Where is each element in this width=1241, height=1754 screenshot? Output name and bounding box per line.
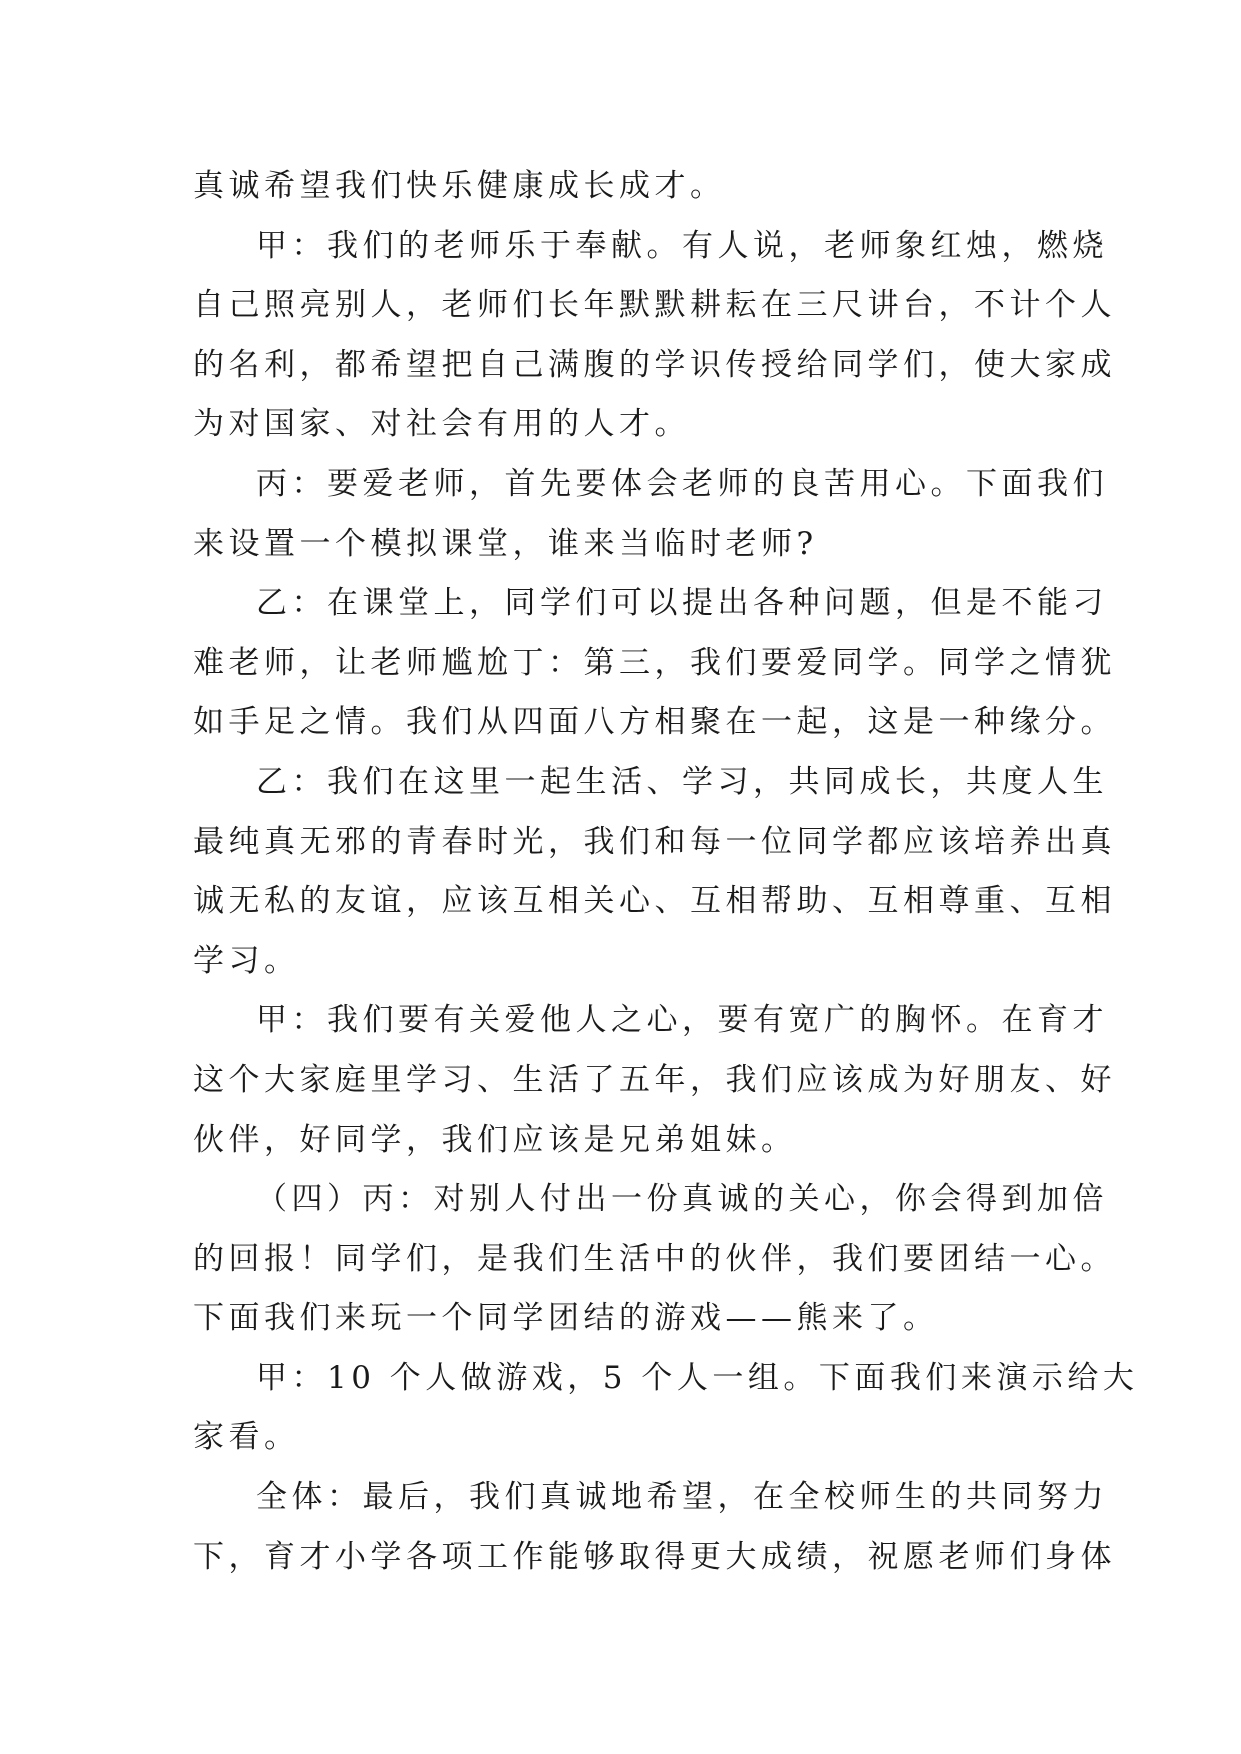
text-line: 全体：最后，我们真诚地希望，在全校师生的共同努力: [256, 1479, 1108, 1516]
text-line: 伙伴，好同学，我们应该是兄弟姐妹。: [193, 1121, 797, 1158]
text-line: 诚无私的友谊，应该互相关心、互相帮助、互相尊重、互相: [193, 883, 1116, 920]
text-line: 下面我们来玩一个同学团结的游戏——熊来了。: [193, 1300, 939, 1337]
text-line: 的回报！同学们，是我们生活中的伙伴，我们要团结一心。: [193, 1240, 1116, 1277]
text-line: （四）丙：对别人付出一份真诚的关心，你会得到加倍: [256, 1181, 1108, 1218]
text-line: 为对国家、对社会有用的人才。: [193, 406, 690, 443]
text-line: 甲：10 个人做游戏，5 个人一组。下面我们来演示给大: [256, 1359, 1139, 1396]
text-line: 难老师，让老师尴尬丁：第三，我们要爱同学。同学之情犹: [193, 644, 1116, 681]
text-line: 最纯真无邪的青春时光，我们和每一位同学都应该培养出真: [193, 823, 1116, 860]
text-line: 这个大家庭里学习、生活了五年，我们应该成为好朋友、好: [193, 1061, 1116, 1098]
text-line: 乙：在课堂上，同学们可以提出各种问题，但是不能刁: [256, 585, 1108, 622]
text-line: 学习。: [193, 942, 300, 979]
text-line: 甲：我们要有关爱他人之心，要有宽广的胸怀。在育才: [256, 1002, 1108, 1039]
text-line: 真诚希望我们快乐健康成长成才。: [193, 168, 726, 204]
text-line: 下，育才小学各项工作能够取得更大成绩，祝愿老师们身体: [193, 1538, 1116, 1575]
text-line: 自己照亮别人，老师们长年默默耕耘在三尺讲台，不计个人: [193, 287, 1116, 324]
text-line: 来设置一个模拟课堂，谁来当临时老师?: [193, 525, 818, 562]
text-line: 的名利，都希望把自己满腹的学识传授给同学们，使大家成: [193, 346, 1116, 383]
document-body: [193, 157, 1139, 1587]
text-line: 甲：我们的老师乐于奉献。有人说，老师象红烛，燃烧: [256, 227, 1108, 264]
text-line: 如手足之情。我们从四面八方相聚在一起，这是一种缘分。: [193, 704, 1116, 741]
text-line: 乙：我们在这里一起生活、学习，共同成长，共度人生: [256, 763, 1108, 800]
text-line: 家看。: [193, 1419, 300, 1456]
text-line: 丙：要爱老师，首先要体会老师的良苦用心。下面我们: [256, 465, 1108, 502]
